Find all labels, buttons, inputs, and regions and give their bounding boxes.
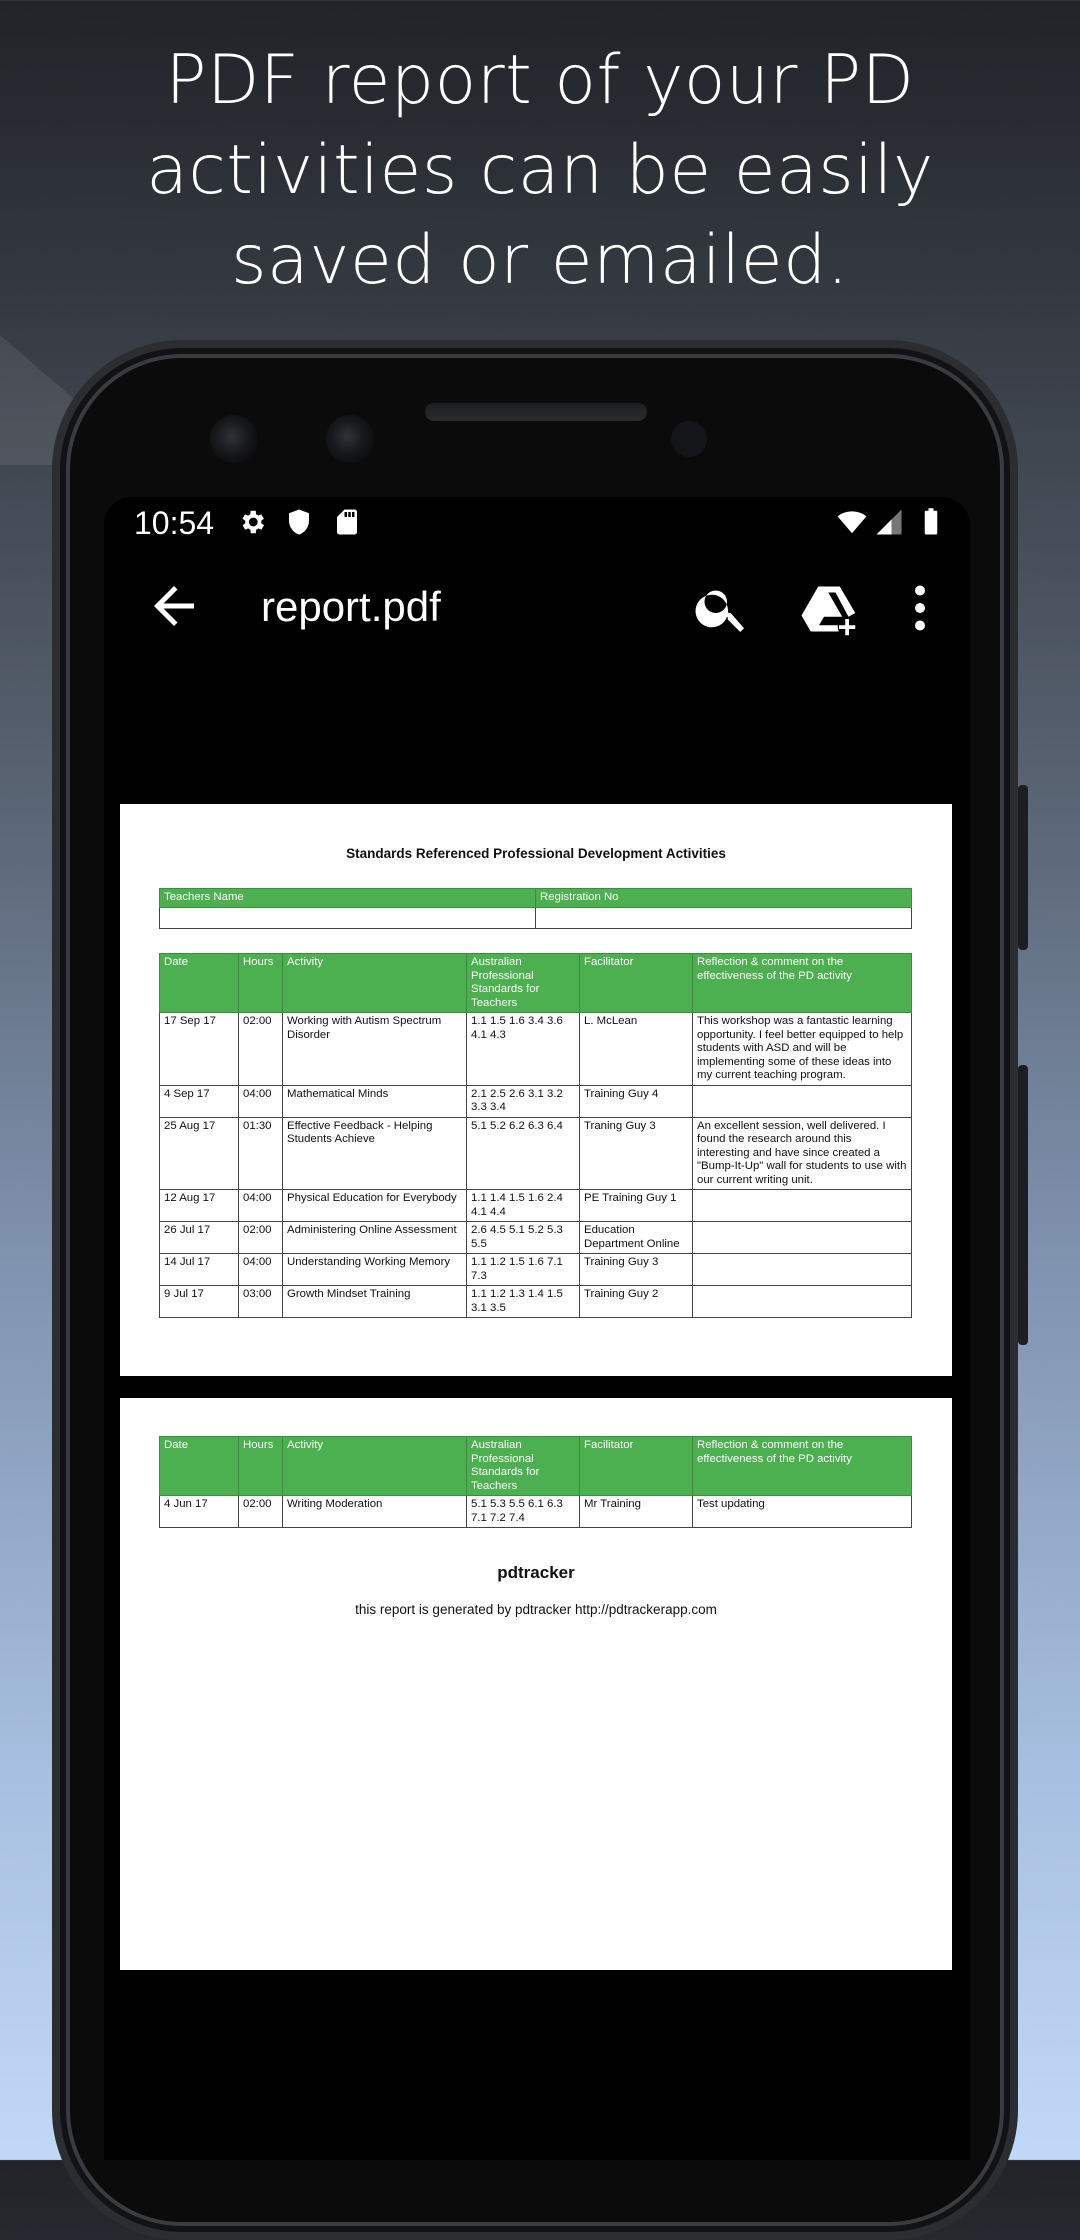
cell-hours: 04:00 xyxy=(239,1190,283,1222)
cell-activity: Effective Feedback - Helping Students Achieve xyxy=(283,1117,467,1190)
footer-title: pdtracker xyxy=(497,1563,575,1582)
proximity-sensor xyxy=(671,421,707,457)
cell-activity: Understanding Working Memory xyxy=(283,1254,467,1286)
table-row xyxy=(160,1085,912,1117)
cell-facilitator: Training Guy 2 xyxy=(580,1286,693,1318)
status-bar xyxy=(104,497,970,547)
wifi-icon xyxy=(834,507,870,537)
google-drive-add-icon[interactable] xyxy=(799,579,859,639)
footer-note: this report is generated by pdtracker http://pdtrackerapp.com xyxy=(355,1602,717,1617)
cell-facilitator: Training Guy 3 xyxy=(580,1254,693,1286)
col-header-standards: Australian Professional Standards for Teachers xyxy=(467,1437,580,1496)
headline-line-1: PDF report of your PD xyxy=(165,41,915,120)
sd-card-icon xyxy=(332,507,362,537)
cell-standards: 1.1 1.2 1.3 1.4 1.5 3.1 3.5 xyxy=(467,1286,580,1318)
registration-no-cell xyxy=(536,907,912,928)
cell-date: 25 Aug 17 xyxy=(160,1117,239,1190)
col-header-reflection: Reflection & comment on the effectiveness of the PD activity xyxy=(693,954,912,1013)
cell-facilitator: Mr Training xyxy=(580,1496,693,1528)
cell-hours: 02:00 xyxy=(239,1496,283,1528)
cell-activity: Writing Moderation xyxy=(283,1496,467,1528)
earpiece-speaker xyxy=(425,403,647,421)
cell-standards: 1.1 1.5 1.6 3.4 3.6 4.1 4.3 xyxy=(467,1013,580,1086)
col-header-hours: Hours xyxy=(239,1437,283,1496)
cell-facilitator: PE Training Guy 1 xyxy=(580,1190,693,1222)
cell-hours: 04:00 xyxy=(239,1254,283,1286)
col-header-facilitator: Facilitator xyxy=(580,1437,693,1496)
front-camera xyxy=(210,415,258,463)
document-title: report.pdf xyxy=(261,583,441,630)
col-header-reflection: Reflection & comment on the effectiveness of the PD activity xyxy=(693,1437,912,1496)
table-row xyxy=(160,1286,912,1318)
battery-icon xyxy=(916,507,946,537)
cell-date: 14 Jul 17 xyxy=(160,1254,239,1286)
teacher-info-table xyxy=(159,888,912,929)
gear-icon xyxy=(237,507,267,537)
col-header-facilitator: Facilitator xyxy=(580,954,693,1013)
table-row xyxy=(160,1013,912,1086)
shield-icon xyxy=(284,507,314,537)
pdf-page-2[interactable] xyxy=(120,1398,952,1970)
cell-reflection xyxy=(693,1286,912,1318)
table-row xyxy=(160,1496,912,1528)
table-row xyxy=(160,1254,912,1286)
cell-hours: 01:30 xyxy=(239,1117,283,1190)
cell-activity: Administering Online Assessment xyxy=(283,1222,467,1254)
teacher-name-header: Teachers Name xyxy=(160,889,536,908)
cell-facilitator: Education Department Online xyxy=(580,1222,693,1254)
cell-reflection xyxy=(693,1085,912,1117)
cell-reflection xyxy=(693,1190,912,1222)
volume-button xyxy=(1018,1065,1028,1345)
cell-activity: Physical Education for Everybody xyxy=(283,1190,467,1222)
cell-facilitator: Training Guy 4 xyxy=(580,1085,693,1117)
cell-standards: 5.1 5.3 5.5 6.1 6.3 7.1 7.2 7.4 xyxy=(467,1496,580,1528)
more-vert-icon[interactable] xyxy=(890,578,950,638)
cell-activity: Working with Autism Spectrum Disorder xyxy=(283,1013,467,1086)
col-header-activity: Activity xyxy=(283,954,467,1013)
cell-facilitator: Traning Guy 3 xyxy=(580,1117,693,1190)
col-header-date: Date xyxy=(160,954,239,1013)
cell-standards: 2.6 4.5 5.1 5.2 5.3 5.5 xyxy=(467,1222,580,1254)
col-header-date: Date xyxy=(160,1437,239,1496)
cell-date: 17 Sep 17 xyxy=(160,1013,239,1086)
cell-hours: 02:00 xyxy=(239,1013,283,1086)
cell-reflection xyxy=(693,1222,912,1254)
headline-line-3: saved or emailed. xyxy=(231,221,849,300)
cell-standards: 1.1 1.2 1.5 1.6 7.1 7.3 xyxy=(467,1254,580,1286)
cell-activity: Growth Mindset Training xyxy=(283,1286,467,1318)
cell-reflection: An excellent session, well delivered. I found the research around this interesting and have since created a "Bump-It-Up" wall for students to use with our current writing unit. xyxy=(693,1117,912,1190)
cell-date: 4 Jun 17 xyxy=(160,1496,239,1528)
cell-hours: 03:00 xyxy=(239,1286,283,1318)
cell-date: 9 Jul 17 xyxy=(160,1286,239,1318)
col-header-activity: Activity xyxy=(283,1437,467,1496)
back-arrow-icon[interactable] xyxy=(144,576,204,636)
cell-reflection: This workshop was a fantastic learning opportunity. I feel better equipped to help students with ASD and will be implementing some of these ideas into my current teaching program. xyxy=(693,1013,912,1086)
cell-date: 4 Sep 17 xyxy=(160,1085,239,1117)
cell-hours: 04:00 xyxy=(239,1085,283,1117)
headline xyxy=(0,36,1080,306)
cell-reflection: Test updating xyxy=(693,1496,912,1528)
cell-hours: 02:00 xyxy=(239,1222,283,1254)
cell-signal-icon xyxy=(874,507,904,537)
registration-no-header: Registration No xyxy=(536,889,912,908)
cell-standards: 2.1 2.5 2.6 3.1 3.2 3.3 3.4 xyxy=(467,1085,580,1117)
cell-reflection xyxy=(693,1254,912,1286)
table-header-row xyxy=(160,954,912,1013)
cell-date: 12 Aug 17 xyxy=(160,1190,239,1222)
status-time: 10:54 xyxy=(134,505,215,541)
table-row xyxy=(160,1117,912,1190)
search-icon[interactable] xyxy=(692,578,752,638)
table-row xyxy=(160,1190,912,1222)
headline-line-2: activities can be easily xyxy=(146,131,934,210)
cell-activity: Mathematical Minds xyxy=(283,1085,467,1117)
cell-standards: 5.1 5.2 6.2 6.3 6.4 xyxy=(467,1117,580,1190)
table-header-row xyxy=(160,1437,912,1496)
activities-table xyxy=(159,953,912,1318)
col-header-hours: Hours xyxy=(239,954,283,1013)
activities-table-continued xyxy=(159,1436,912,1528)
front-camera-secondary xyxy=(326,415,374,463)
col-header-standards: Australian Professional Standards for Teachers xyxy=(467,954,580,1013)
power-button xyxy=(1018,785,1028,950)
cell-standards: 1.1 1.4 1.5 1.6 2.4 4.1 4.4 xyxy=(467,1190,580,1222)
cell-facilitator: L. McLean xyxy=(580,1013,693,1086)
report-title: Standards Referenced Professional Development Activities xyxy=(346,846,726,861)
cell-date: 26 Jul 17 xyxy=(160,1222,239,1254)
pdf-page-1[interactable] xyxy=(120,804,952,1376)
teacher-name-cell xyxy=(160,907,536,928)
phone-screen xyxy=(104,497,970,2160)
table-row xyxy=(160,1222,912,1254)
